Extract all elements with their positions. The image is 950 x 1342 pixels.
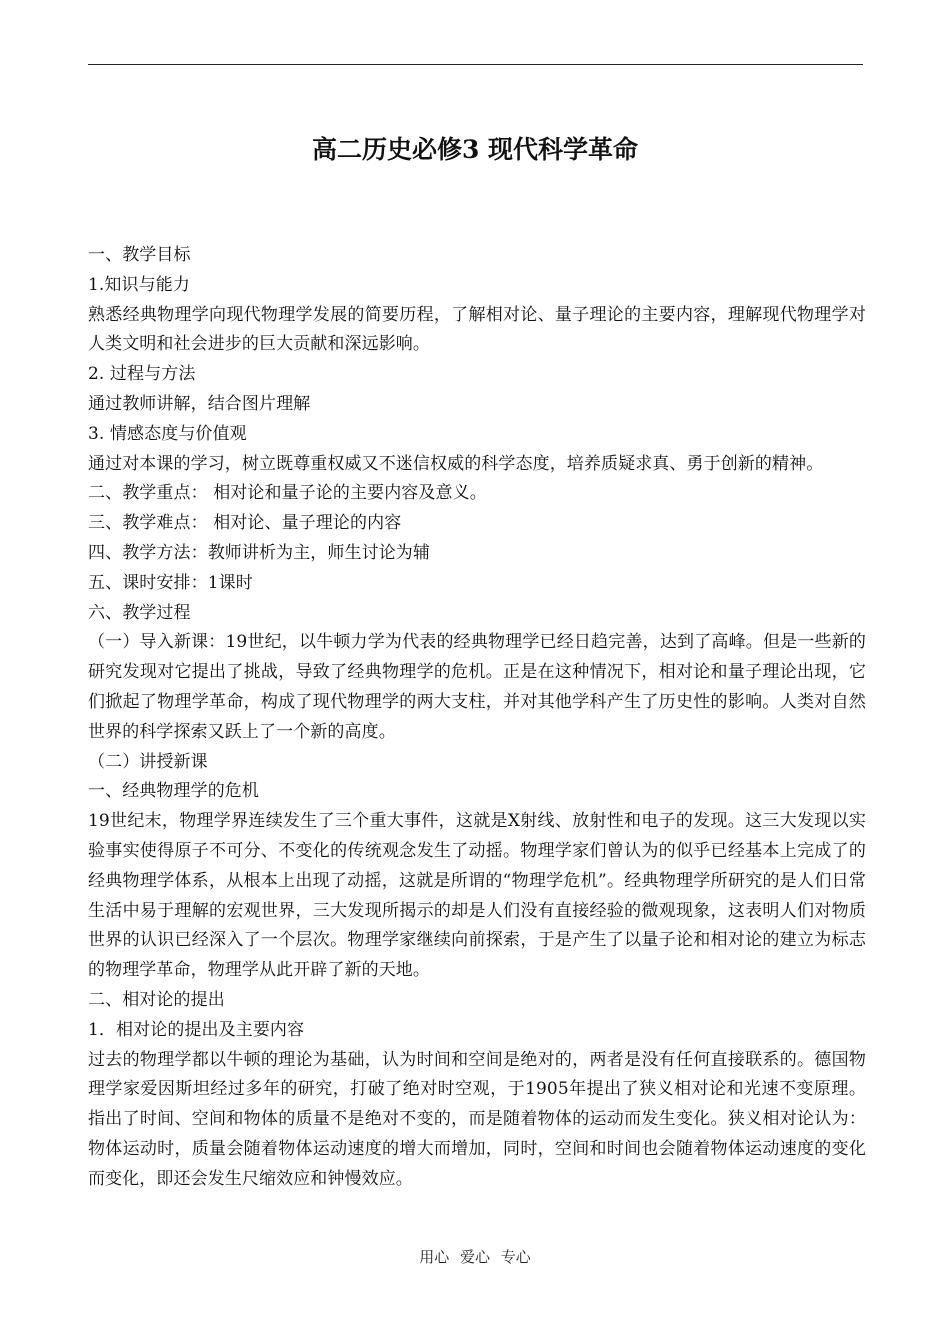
paragraph-knowledge-ability: 熟悉经典物理学向现代物理学发展的简要历程，了解相对论、量子理论的主要内容，理解现代物理学对人类文明和社会进步的巨大贡献和深远影响。 — [88, 304, 866, 355]
document-title: 高二历史必修3 现代科学革命 — [311, 135, 639, 164]
page-footer: 用心 爱心 专心 — [419, 1248, 531, 1266]
document-body — [88, 241, 866, 1195]
section-key-points: 二、教学重点： 相对论和量子论的主要内容及意义。 — [88, 483, 487, 504]
paragraph-attitude-values: 通过对本课的学习，树立既尊重权威又不迷信权威的科学态度，培养质疑求真、勇于创新的精神。 — [88, 453, 824, 474]
subheading-knowledge-ability: 1.知识与能力 — [88, 274, 190, 295]
subheading-relativity: 二、相对论的提出 — [88, 989, 225, 1010]
section-teaching-method: 四、教学方法：教师讲析为主，师生讨论为辅 — [88, 542, 430, 563]
paragraph-relativity: 过去的物理学都以牛顿的理论为基础，认为时间和空间是绝对的，两者是没有任何直接联系的。德国物理学家爱因斯坦经过多年的研究，打破了绝对时空观，于1905年提出了狭义相对论和光速不变原理。指出了时间、空间和物体的质量不是绝对不变的，而是随着物体的运动而发生变化。狭义相对论认为：物体运动时，质量会随着物体运动速度的增大而增加，同时，空间和时间也会随着物体运动速度的变化而变化，即还会发生尺缩效应和钟慢效应。 — [88, 1049, 866, 1189]
header-rule — [88, 64, 863, 65]
subheading-process-method: 2. 过程与方法 — [88, 364, 196, 385]
subheading-relativity-content: 1．相对论的提出及主要内容 — [88, 1019, 305, 1040]
section-heading-process: 六、教学过程 — [88, 602, 191, 623]
section-schedule: 五、课时安排：1课时 — [88, 572, 253, 593]
section-heading-objectives: 一、教学目标 — [88, 245, 191, 265]
paragraph-process-method: 通过教师讲解，结合图片理解 — [88, 393, 311, 414]
subheading-new-lesson: （二）讲授新课 — [88, 751, 208, 772]
section-difficulties: 三、教学难点： 相对论、量子理论的内容 — [88, 513, 402, 534]
subheading-attitude-values: 3. 情感态度与价值观 — [88, 423, 247, 444]
subheading-classical-crisis: 一、经典物理学的危机 — [88, 781, 259, 802]
paragraph-introduction: （一）导入新课：19世纪，以牛顿力学为代表的经典物理学已经日趋完善，达到了高峰。但是一些新的研究发现对它提出了挑战，导致了经典物理学的危机。正是在这种情况下，相对论和量子理论出现，它们掀起了物理学革命，构成了现代物理学的两大支柱，并对其他学科产生了历史性的影响。人类对自然世界的科学探索又跃上了一个新的高度。 — [88, 632, 866, 742]
paragraph-classical-crisis: 19世纪末，物理学界连续发生了三个重大事件，这就是X射线、放射性和电子的发现。这三大发现以实验事实使得原子不可分、不变化的传统观念发生了动摇。物理学家们曾认为的似乎已经基本上完成了的经典物理学体系，从根本上出现了动摇，这就是所谓的“物理学危机”。经典物理学所研究的是人们日常生活中易于理解的宏观世界，三大发现所揭示的却是人们没有直接经验的微观现象，这表明人们对物质世界的认识已经深入了一个层次。物理学家继续向前探索，于是产生了以量子论和相对论的建立为标志的物理学革命，物理学从此开辟了新的天地。 — [88, 811, 866, 981]
